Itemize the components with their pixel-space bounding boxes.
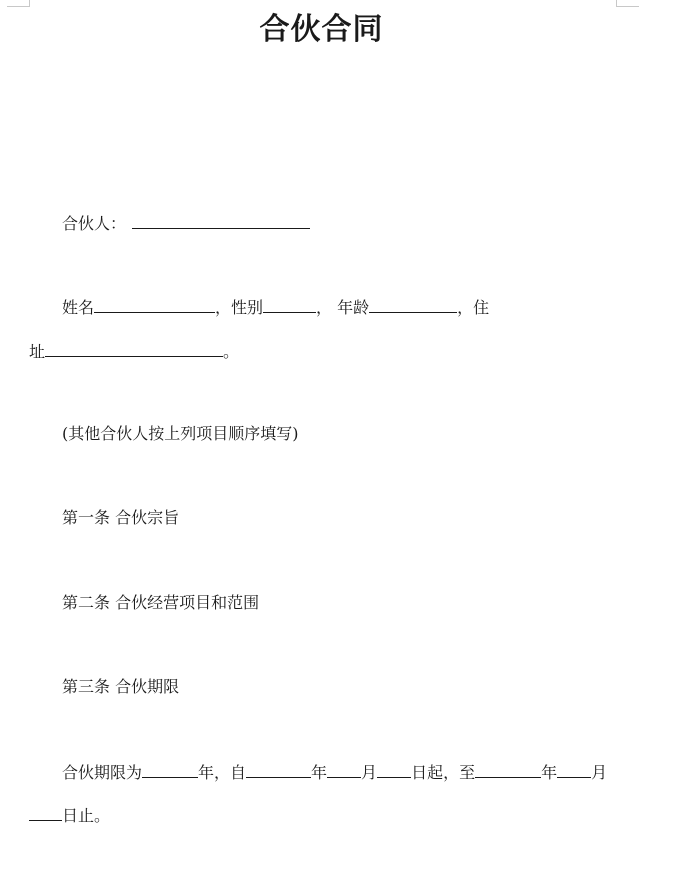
term-line [62, 762, 607, 783]
start-year-label: 年 [311, 763, 328, 782]
end-day-label: 日止。 [62, 806, 111, 825]
personal-info-line [62, 297, 489, 318]
partner-blank[interactable] [132, 213, 310, 229]
end-day-blank[interactable] [29, 805, 62, 821]
end-year-blank[interactable] [475, 762, 541, 778]
other-partners-note: (其他合伙人按上列项目顺序填写) [62, 424, 299, 443]
gender-label: ，性别 [215, 298, 264, 317]
address-label-start: ，住 [457, 298, 490, 317]
end-year-label: 年 [541, 763, 558, 782]
start-year-blank[interactable] [246, 762, 311, 778]
address-blank[interactable] [45, 341, 223, 357]
article-1-heading: 第一条 合伙宗旨 [62, 508, 180, 527]
term-prefix: 合伙期限为 [62, 763, 143, 782]
start-day-blank[interactable] [377, 762, 411, 778]
partner-line [62, 213, 310, 234]
term-years-blank[interactable] [142, 762, 198, 778]
name-label: 姓名 [62, 298, 95, 317]
article-2-heading: 第二条 合伙经营项目和范围 [62, 593, 260, 612]
gender-blank[interactable] [263, 297, 316, 313]
address-line [29, 341, 239, 362]
partner-label: 合伙人： [62, 214, 127, 233]
article-3-heading: 第三条 合伙期限 [62, 677, 180, 696]
age-blank[interactable] [369, 297, 457, 313]
address-label-end: 址 [29, 342, 46, 361]
term-end-line [29, 805, 110, 826]
term-year1-label: 年，自 [198, 763, 247, 782]
name-blank[interactable] [94, 297, 215, 313]
address-end: 。 [223, 342, 240, 361]
end-month-label: 月 [591, 763, 608, 782]
start-month-blank[interactable] [327, 762, 361, 778]
start-day-label: 日起，至 [411, 763, 476, 782]
start-month-label: 月 [361, 763, 378, 782]
end-month-blank[interactable] [557, 762, 591, 778]
age-label: ， 年龄 [316, 298, 370, 317]
document-title: 合伙合同 [259, 12, 384, 47]
